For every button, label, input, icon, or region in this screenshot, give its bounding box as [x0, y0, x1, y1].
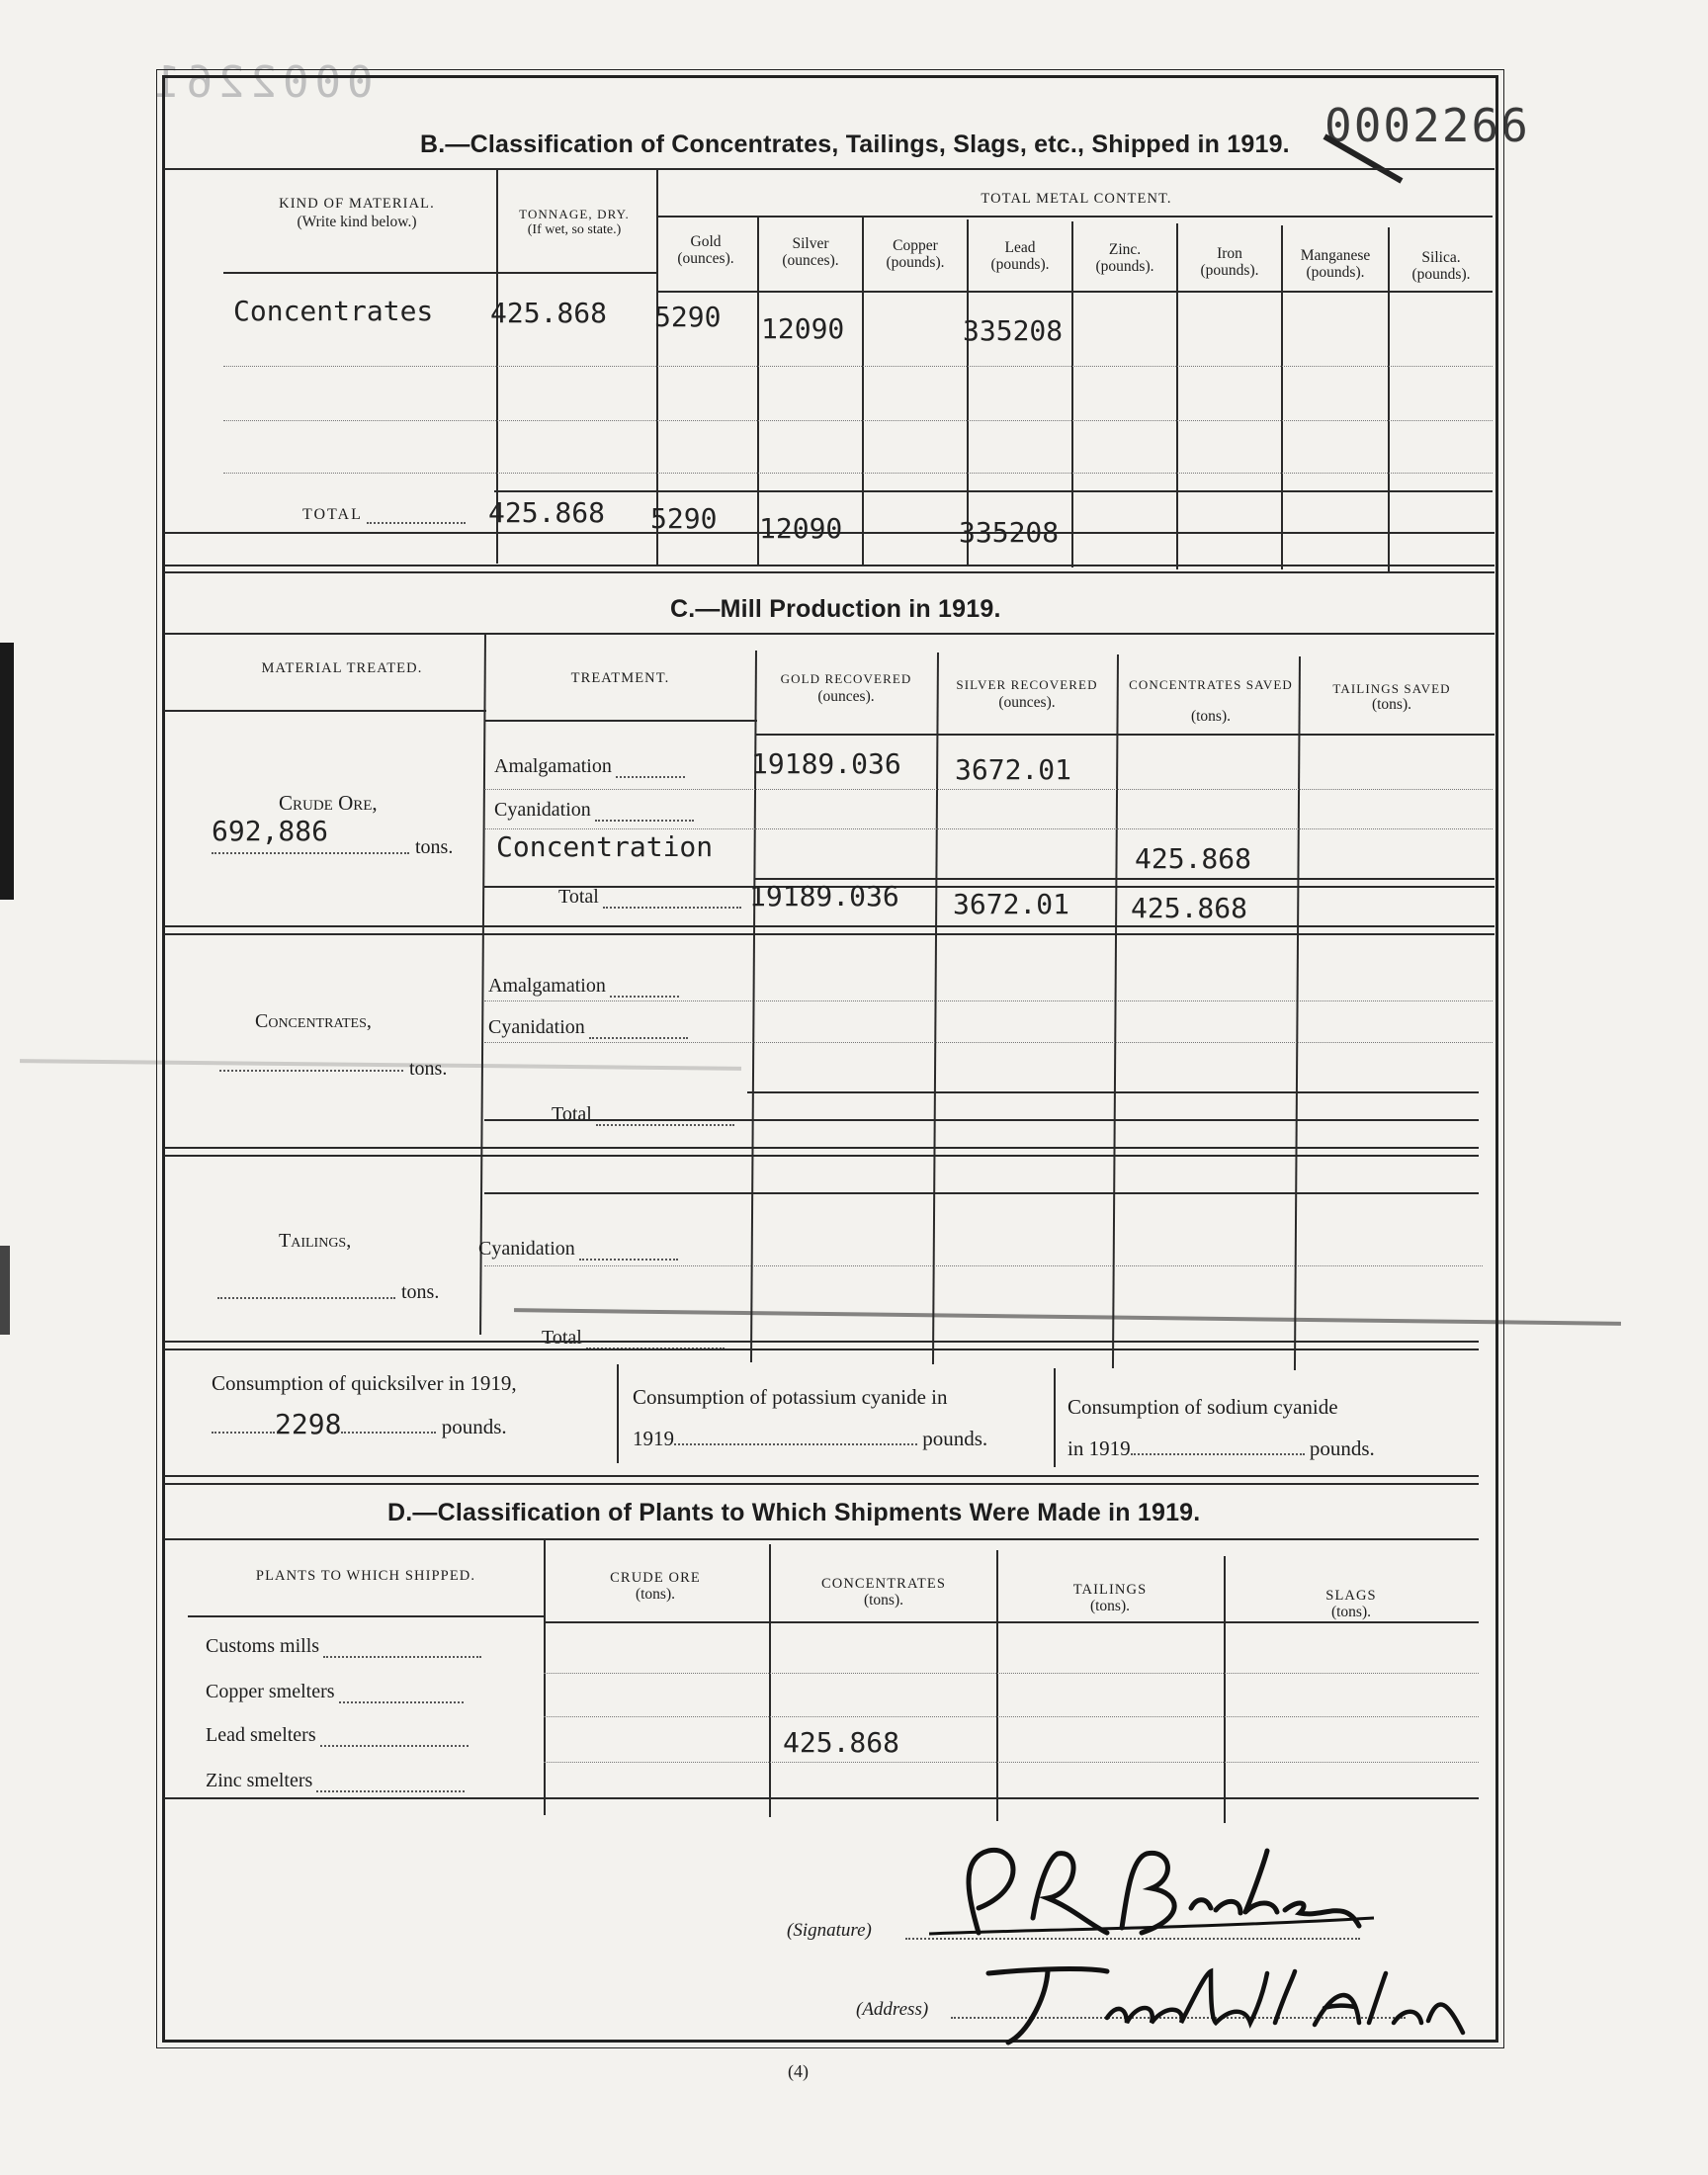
crude-concentration-label: Concentration: [496, 830, 714, 863]
dotted-row-line: [223, 420, 1493, 421]
crude-concentration-tons: 425.868: [1135, 842, 1252, 875]
signature-label: (Signature): [787, 1920, 872, 1941]
rule: [164, 933, 1494, 935]
rule: [164, 1147, 1479, 1149]
crude-ore-label: Crude Ore,: [279, 791, 378, 815]
rule: [494, 490, 1493, 492]
rule: [484, 1192, 1479, 1194]
handwritten-address: [979, 1963, 1473, 2052]
slags-unit: (tons).: [1330, 1604, 1372, 1620]
rule: [164, 1475, 1479, 1477]
bleed-through-number: 0002261: [148, 57, 374, 108]
plant-row-customs-mills: Customs mills: [206, 1635, 481, 1658]
section-d-title: D.—Classification of Plants to Which Shipments Were Made in 1919.: [387, 1499, 1201, 1526]
dotted-row-line: [484, 828, 1493, 829]
rule: [484, 720, 757, 722]
crude-ore-unit: (tons).: [635, 1586, 676, 1603]
rule: [617, 1364, 619, 1463]
scan-edge-shadow: [0, 643, 14, 900]
rule: [862, 218, 864, 566]
concentrates-header: CONCENTRATES: [821, 1576, 946, 1592]
metal-zinc-header: Zinc. (pounds).: [1095, 241, 1154, 275]
scan-edge-shadow: [0, 1246, 10, 1335]
rule: [164, 1155, 1479, 1157]
metal-iron-header: Iron (pounds).: [1200, 245, 1259, 279]
crude-ore-header: CRUDE ORE: [610, 1570, 701, 1586]
section-b-title: B.—Classification of Concentrates, Tailings, Slags, etc., Shipped in 1919.: [420, 130, 1290, 158]
crude-total-gold: 19189.036: [749, 880, 899, 913]
dotted-row-line: [484, 1000, 1493, 1001]
rule: [164, 1348, 1479, 1350]
rule: [164, 925, 1494, 927]
rule: [1176, 223, 1178, 569]
rule: [1054, 1368, 1056, 1467]
crude-ore-tons-value: 692,886: [212, 815, 329, 847]
col-tonnage-header: TONNAGE, DRY.: [519, 207, 630, 221]
tailings-unit: (tons).: [1089, 1598, 1131, 1614]
rule: [484, 1119, 1479, 1121]
concentrates-total-label: Total: [552, 1103, 734, 1126]
crude-amalgamation-gold: 19189.036: [751, 747, 901, 780]
concentrates-cyanidation-label: Cyanidation: [488, 1016, 688, 1039]
concentrates-unit: (tons).: [863, 1592, 904, 1609]
metal-copper-header: Copper (pounds).: [886, 237, 945, 271]
crude-total-label: Total: [558, 886, 741, 909]
dotted-line: [217, 1297, 395, 1299]
metal-lead-header: Lead (pounds).: [990, 239, 1050, 273]
metal-manganese-header: Manganese (pounds).: [1300, 247, 1371, 281]
dotted-row-line: [544, 1716, 1479, 1717]
tailings-tons-label: tons.: [401, 1281, 440, 1303]
silver-recovered-unit: (ounces).: [998, 694, 1056, 711]
metal-silica-header: Silica. (pounds).: [1411, 249, 1471, 283]
concentrates-amalgamation-label: Amalgamation: [488, 975, 679, 998]
rule: [164, 633, 1494, 635]
rule: [164, 710, 486, 712]
rule: [544, 1538, 546, 1815]
dotted-row-line: [484, 1042, 1493, 1043]
silver-recovered-header: SILVER RECOVERED: [956, 677, 1098, 692]
page-number: (4): [788, 2061, 809, 2081]
potassium-cyanide-consumption: Consumption of potassium cyanide in 1919 pounds.: [633, 1385, 988, 1450]
concentrates-tons-label: tons.: [409, 1058, 448, 1080]
material-treated-header: MATERIAL TREATED.: [261, 660, 423, 676]
col-kind-note: (Write kind below.): [297, 214, 417, 230]
rule: [1281, 225, 1283, 569]
concentrates-saved-header: CONCENTRATES SAVED: [1129, 677, 1293, 692]
dotted-row-line: [223, 366, 1493, 367]
rule: [164, 1483, 1479, 1485]
treatment-header: TREATMENT.: [570, 670, 670, 686]
slags-header: SLAGS: [1325, 1588, 1377, 1604]
metal-gold-header: Gold (ounces).: [677, 233, 734, 267]
dotted-row-line: [544, 1762, 1479, 1763]
crude-total-silver: 3672.01: [953, 888, 1070, 920]
tailings-total-label: Total: [542, 1327, 725, 1349]
metal-silver-header: Silver (ounces).: [782, 235, 839, 269]
quicksilver-consumption: Consumption of quicksilver in 1919, 2298 pounds.: [212, 1371, 517, 1440]
rule: [967, 219, 969, 566]
rule: [164, 1797, 1479, 1799]
total-label: TOTAL: [302, 506, 466, 524]
total-silver-value: 12090: [759, 512, 843, 545]
crude-amalgamation-silver: 3672.01: [955, 753, 1072, 786]
total-lead-value: 335208: [959, 516, 1060, 549]
lead-smelters-concentrates: 425.868: [783, 1726, 900, 1759]
plant-row-copper-smelters: Copper smelters: [206, 1681, 464, 1703]
plant-row-lead-smelters: Lead smelters: [206, 1724, 469, 1747]
plant-row-zinc-smelters: Zinc smelters: [206, 1770, 465, 1792]
rule: [1071, 221, 1073, 567]
tailings-saved-header: TAILINGS SAVED: [1332, 681, 1451, 696]
gold-recovered-unit: (ounces).: [817, 688, 875, 705]
plants-header: PLANTS TO WHICH SHIPPED.: [255, 1568, 476, 1584]
total-tonnage-value: 425.868: [488, 496, 606, 529]
concentrates-material-label: Concentrates,: [255, 1010, 372, 1032]
rule: [164, 565, 1494, 566]
rule: [747, 1091, 1479, 1093]
crude-amalgamation-label: Amalgamation: [494, 755, 685, 778]
sodium-cyanide-consumption: Consumption of sodium cyanide in 1919 pounds.: [1068, 1395, 1375, 1460]
tailings-cyanidation-label: Cyanidation: [478, 1238, 678, 1261]
rule: [544, 1621, 1479, 1623]
tailings-saved-unit: (tons).: [1371, 696, 1412, 713]
lead-value: 335208: [963, 314, 1064, 347]
gold-recovered-header: GOLD RECOVERED: [780, 671, 912, 686]
rule: [1224, 1556, 1226, 1823]
address-label: (Address): [856, 1999, 929, 2020]
crude-total-concentrates: 425.868: [1131, 892, 1248, 924]
rule: [1388, 227, 1390, 571]
concentrates-saved-unit: (tons).: [1190, 708, 1232, 725]
section-c-title: C.—Mill Production in 1919.: [670, 595, 1001, 623]
silver-value: 12090: [761, 312, 845, 345]
rule: [164, 1341, 1479, 1343]
dotted-row-line: [544, 1673, 1479, 1674]
rule: [755, 734, 1494, 736]
dotted-line: [212, 852, 409, 854]
rule: [223, 272, 656, 274]
rule: [996, 1550, 998, 1821]
rule: [656, 291, 1493, 293]
rule: [188, 1615, 544, 1617]
tailings-header: TAILINGS: [1072, 1582, 1148, 1598]
col-tonnage-note: (If wet, so state.): [527, 222, 622, 237]
crude-cyanidation-label: Cyanidation: [494, 799, 694, 822]
tailings-material-label: Tailings,: [279, 1230, 352, 1252]
quicksilver-value: 2298: [275, 1408, 342, 1440]
tonnage-value: 425.868: [490, 297, 608, 329]
kind-material-value: Concentrates: [233, 295, 434, 327]
rule: [164, 168, 1494, 170]
crude-ore-tons-label: tons.: [415, 836, 454, 858]
gold-value: 5290: [654, 301, 722, 333]
document-stamp-number: 0002266: [1324, 99, 1530, 152]
col-kind-header: KIND OF MATERIAL.: [279, 196, 435, 212]
rule: [656, 216, 1493, 218]
rule: [164, 1538, 1479, 1540]
total-gold-value: 5290: [650, 502, 718, 535]
rule: [164, 571, 1494, 573]
dotted-row-line: [484, 1265, 1483, 1266]
metal-content-header: TOTAL METAL CONTENT.: [981, 191, 1172, 207]
dotted-row-line: [223, 473, 1493, 474]
rule: [769, 1544, 771, 1817]
dotted-line: [219, 1070, 403, 1072]
dotted-row-line: [484, 789, 1493, 790]
handwritten-signature: [909, 1839, 1384, 1948]
